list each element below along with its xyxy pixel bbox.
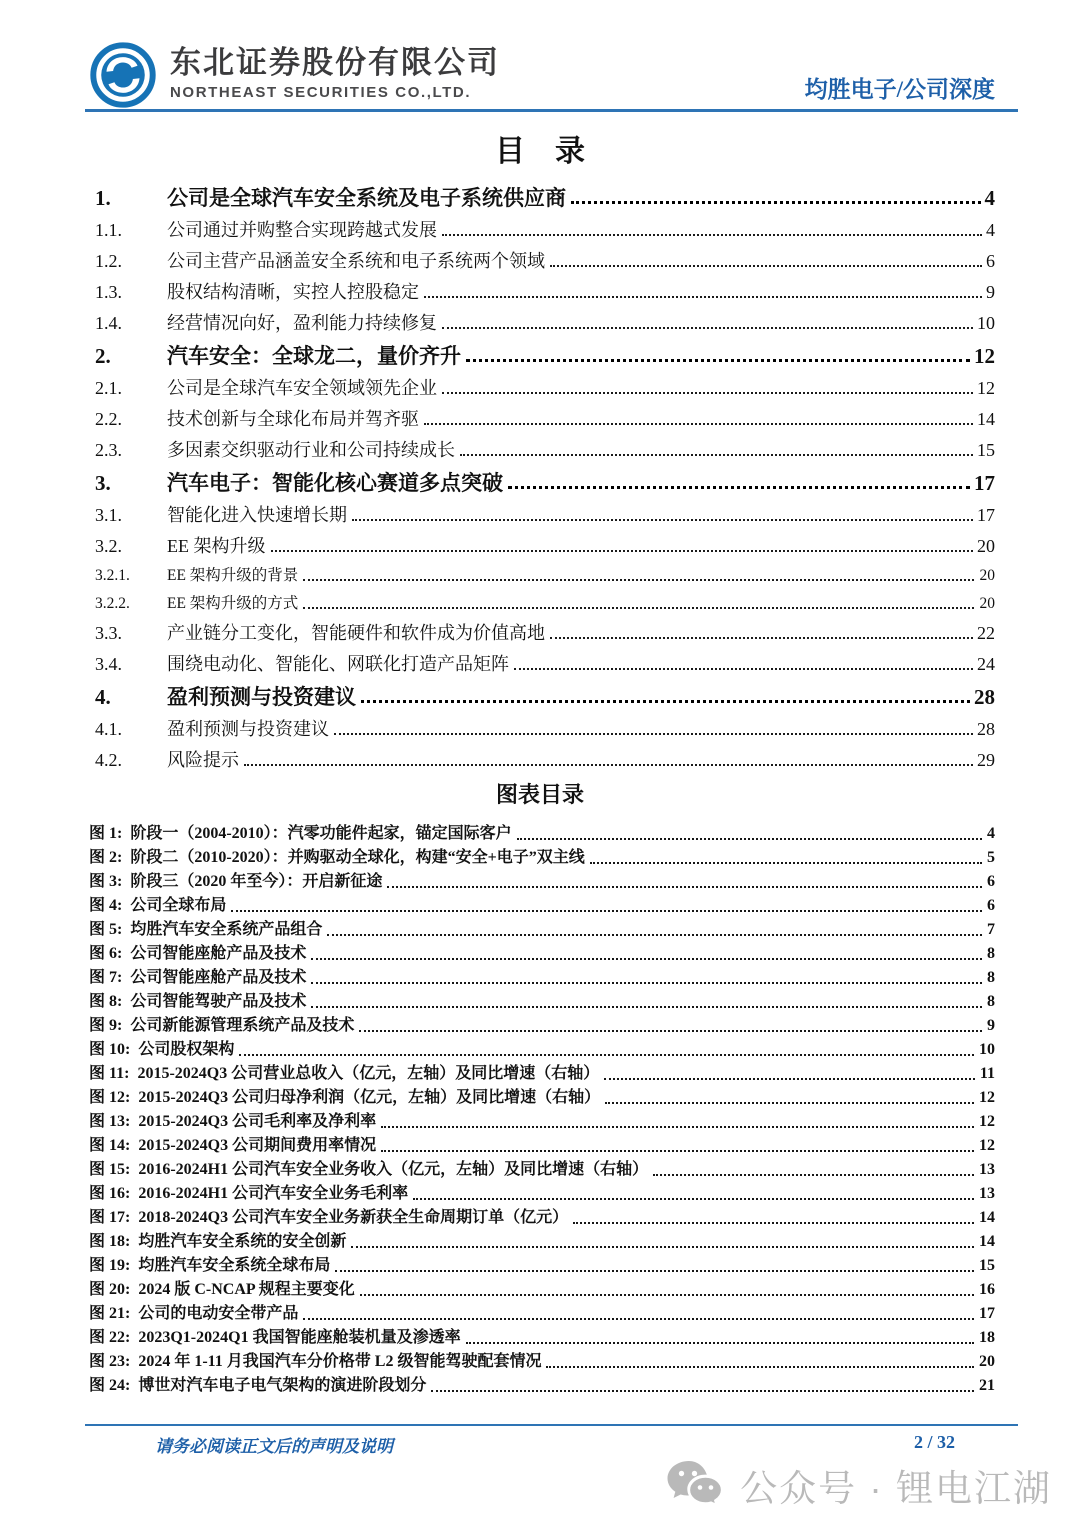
figure-entry-label: 图 7: xyxy=(89,969,123,986)
dot-leader xyxy=(550,265,982,267)
toc-entry-title: 风险提示 xyxy=(167,750,239,770)
figure-entry-page: 17 xyxy=(979,1305,995,1322)
figure-entry-title: 公司智能驾驶产品及技术 xyxy=(130,993,307,1010)
toc-entry-title: 股权结构清晰，实控人控股稳定 xyxy=(167,282,419,302)
page-header xyxy=(85,42,995,108)
table-of-contents xyxy=(85,130,995,772)
toc-entry-number: 1. xyxy=(95,186,111,210)
toc-entry[interactable] xyxy=(85,273,995,304)
figure-entry-title: 2015-2024Q3 公司归母净利润（亿元，左轴）及同比增速（右轴） xyxy=(138,1089,601,1106)
toc-entry-title: 公司是全球汽车安全领域领先企业 xyxy=(167,378,437,398)
dot-leader xyxy=(431,1390,974,1392)
toc-entry-page: 4 xyxy=(984,186,995,210)
figure-entry-title: 2024 年 1-11 月我国汽车分价格带 L2 级智能驾驶配套情况 xyxy=(138,1353,542,1370)
dot-leader xyxy=(360,1294,974,1296)
figure-toc-entry[interactable] xyxy=(85,1228,995,1252)
dot-leader xyxy=(508,486,970,489)
toc-entry[interactable] xyxy=(85,177,995,211)
toc-entry-number: 1.1. xyxy=(95,220,122,240)
figure-entry-title: 公司全球布局 xyxy=(130,897,227,914)
toc-entry[interactable] xyxy=(85,586,995,614)
figure-entry-label: 图 13: xyxy=(89,1113,131,1130)
toc-entry[interactable] xyxy=(85,645,995,676)
dot-leader xyxy=(327,934,982,936)
figure-entry-label: 图 3: xyxy=(89,873,123,890)
figure-entry-page: 21 xyxy=(979,1377,995,1394)
northeast-securities-logo-icon xyxy=(90,42,156,108)
toc-entry-number: 1.3. xyxy=(95,282,122,302)
figure-entry-label: 图 14: xyxy=(89,1137,131,1154)
toc-entry[interactable] xyxy=(85,369,995,400)
wechat-watermark xyxy=(666,1458,1052,1512)
wechat-icon xyxy=(666,1460,724,1510)
toc-entry[interactable] xyxy=(85,431,995,462)
toc-entry-number: 4.2. xyxy=(95,750,122,770)
figure-entry-title: 公司新能源管理系统产品及技术 xyxy=(130,1017,355,1034)
dot-leader xyxy=(573,1222,974,1224)
toc-entry-number: 2.3. xyxy=(95,440,122,460)
toc-entry-page: 6 xyxy=(986,251,995,271)
figure-toc-title: 图表目录 xyxy=(495,782,584,807)
figure-toc-entry[interactable] xyxy=(85,1108,995,1132)
dot-leader xyxy=(442,234,982,236)
dot-leader xyxy=(352,519,973,521)
toc-entry-title: 产业链分工变化，智能硬件和软件成为价值高地 xyxy=(167,623,545,643)
figure-toc-entry[interactable] xyxy=(85,1276,995,1300)
toc-entry-page: 20 xyxy=(977,536,995,556)
figure-entry-label: 图 10: xyxy=(89,1041,131,1058)
page-footer xyxy=(85,1432,995,1457)
figure-entry-page: 16 xyxy=(979,1281,995,1298)
figure-table-of-contents xyxy=(85,778,995,1396)
toc-entry-number: 2.2. xyxy=(95,409,122,429)
figure-entry-title: 阶段二（2010-2020）：并购驱动全球化，构建“安全+电子”双主线 xyxy=(130,849,585,866)
figure-toc-entry[interactable] xyxy=(85,964,995,988)
figure-toc-entry[interactable] xyxy=(85,1036,995,1060)
toc-entry-title: 公司是全球汽车安全系统及电子系统供应商 xyxy=(167,186,566,210)
toc-entry[interactable] xyxy=(85,558,995,586)
toc-title: 目 录 xyxy=(495,135,585,168)
toc-entry-page: 20 xyxy=(979,595,995,612)
figure-entry-title: 阶段三（2020 年至今）：开启新征途 xyxy=(130,873,383,890)
toc-entry-number: 3.2. xyxy=(95,536,122,556)
toc-entry[interactable] xyxy=(85,614,995,645)
figure-entry-page: 6 xyxy=(987,873,995,890)
figure-entry-title: 均胜汽车安全系统的安全创新 xyxy=(138,1233,347,1250)
dot-leader xyxy=(517,838,982,840)
toc-entry-page: 28 xyxy=(977,719,995,739)
toc-entry-page: 10 xyxy=(977,313,995,333)
footer-divider xyxy=(85,1424,1018,1426)
figure-entry-label: 图 4: xyxy=(89,897,123,914)
dot-leader xyxy=(413,1198,974,1200)
page-number-indicator: 2 / 32 xyxy=(913,1432,955,1452)
dot-leader xyxy=(311,982,982,984)
figure-entry-page: 14 xyxy=(979,1209,995,1226)
figure-toc-entry[interactable] xyxy=(85,1252,995,1276)
figure-toc-entry[interactable] xyxy=(85,1156,995,1180)
toc-entry-title: 围绕电动化、智能化、网联化打造产品矩阵 xyxy=(167,654,509,674)
dot-leader xyxy=(239,1054,974,1056)
figure-entry-page: 9 xyxy=(987,1017,995,1034)
figure-entry-page: 8 xyxy=(987,969,995,986)
figure-entry-page: 10 xyxy=(979,1041,995,1058)
figure-entry-page: 5 xyxy=(987,849,995,866)
dot-leader xyxy=(590,862,982,864)
toc-entry[interactable] xyxy=(85,676,995,710)
figure-toc-entry[interactable] xyxy=(85,1372,995,1396)
company-name-en: NORTHEAST SECURITIES CO.,LTD. xyxy=(170,84,472,101)
toc-entry[interactable] xyxy=(85,741,995,772)
figure-entry-label: 图 17: xyxy=(89,1209,131,1226)
watermark-text: 公众号 · 锂电江湖 xyxy=(740,1468,1052,1509)
toc-list xyxy=(85,177,995,772)
toc-entry-number: 3.2.1. xyxy=(95,567,130,584)
figure-toc-entry[interactable] xyxy=(85,940,995,964)
toc-entry[interactable] xyxy=(85,242,995,273)
toc-entry-page: 22 xyxy=(977,623,995,643)
figure-entry-page: 8 xyxy=(987,945,995,962)
dot-leader xyxy=(460,454,973,456)
dot-leader xyxy=(605,1102,974,1104)
toc-entry[interactable] xyxy=(85,400,995,431)
figure-entry-page: 12 xyxy=(979,1137,995,1154)
figure-entry-page: 18 xyxy=(979,1329,995,1346)
dot-leader xyxy=(381,1150,974,1152)
figure-entry-page: 15 xyxy=(979,1257,995,1274)
figure-toc-entry[interactable] xyxy=(85,1060,995,1084)
toc-entry-page: 24 xyxy=(977,654,995,674)
figure-entry-label: 图 5: xyxy=(89,921,123,938)
dot-leader xyxy=(351,1246,974,1248)
toc-entry-page: 12 xyxy=(974,344,995,368)
figure-entry-title: 阶段一（2004-2010）：汽零功能件起家，锚定国际客户 xyxy=(130,825,512,842)
dot-leader xyxy=(381,1126,974,1128)
dot-leader xyxy=(334,733,973,735)
figure-entry-label: 图 6: xyxy=(89,945,123,962)
figure-entry-label: 图 22: xyxy=(89,1329,131,1346)
figure-toc-entry[interactable] xyxy=(85,988,995,1012)
company-logo xyxy=(90,42,500,108)
dot-leader xyxy=(653,1174,974,1176)
toc-entry-page: 9 xyxy=(986,282,995,302)
dot-leader xyxy=(335,1270,974,1272)
toc-entry[interactable] xyxy=(85,496,995,527)
toc-entry-number: 2. xyxy=(95,344,111,368)
figure-entry-page: 12 xyxy=(979,1089,995,1106)
toc-entry-number: 3.3. xyxy=(95,623,122,643)
toc-entry[interactable] xyxy=(85,710,995,741)
figure-entry-title: 公司股权架构 xyxy=(138,1041,235,1058)
toc-entry-page: 15 xyxy=(977,440,995,460)
figure-entry-title: 2018-2024Q3 公司汽车安全业务新获全生命周期订单（亿元） xyxy=(138,1209,569,1226)
figure-toc-entry[interactable] xyxy=(85,868,995,892)
figure-toc-entry[interactable] xyxy=(85,844,995,868)
toc-entry-number: 3.1. xyxy=(95,505,122,525)
figure-entry-title: 2015-2024Q3 公司营业总收入（亿元，左轴）及同比增速（右轴） xyxy=(137,1065,600,1082)
figure-toc-entry[interactable] xyxy=(85,1348,995,1372)
figure-entry-label: 图 18: xyxy=(89,1233,131,1250)
figure-toc-entry[interactable] xyxy=(85,820,995,844)
header-divider xyxy=(85,109,1018,112)
dot-leader xyxy=(361,700,970,703)
figure-entry-label: 图 20: xyxy=(89,1281,131,1298)
toc-entry[interactable] xyxy=(85,462,995,496)
figure-toc-list xyxy=(85,820,995,1396)
footer-disclaimer: 请务必阅读正文后的声明及说明 xyxy=(155,1437,393,1456)
dot-leader xyxy=(571,201,981,204)
toc-entry[interactable] xyxy=(85,335,995,369)
figure-entry-title: 2015-2024Q3 公司毛利率及净利率 xyxy=(138,1113,377,1130)
toc-entry-page: 14 xyxy=(977,409,995,429)
dot-leader xyxy=(311,1006,982,1008)
dot-leader xyxy=(466,1342,974,1344)
toc-entry[interactable] xyxy=(85,211,995,242)
toc-entry-page: 12 xyxy=(977,378,995,398)
toc-entry-title: 汽车安全：全球龙二，量价齐升 xyxy=(167,344,461,368)
figure-entry-title: 公司智能座舱产品及技术 xyxy=(130,969,307,986)
figure-toc-entry[interactable] xyxy=(85,892,995,916)
figure-toc-entry[interactable] xyxy=(85,916,995,940)
figure-toc-entry[interactable] xyxy=(85,1204,995,1228)
toc-entry-number: 3. xyxy=(95,471,111,495)
figure-entry-title: 公司的电动安全带产品 xyxy=(138,1305,299,1322)
figure-entry-page: 11 xyxy=(979,1065,995,1082)
toc-entry-title: 汽车电子：智能化核心赛道多点突破 xyxy=(167,471,503,495)
toc-entry-title: 盈利预测与投资建议 xyxy=(167,685,356,709)
toc-entry-title: 盈利预测与投资建议 xyxy=(167,719,329,739)
figure-entry-label: 图 9: xyxy=(89,1017,123,1034)
company-name-cn: 东北证券股份有限公司 xyxy=(170,45,500,80)
toc-entry-page: 4 xyxy=(986,220,995,240)
figure-entry-label: 图 24: xyxy=(89,1377,131,1394)
dot-leader xyxy=(387,886,982,888)
figure-toc-entry[interactable] xyxy=(85,1180,995,1204)
figure-entry-title: 2024 版 C-NCAP 规程主要变化 xyxy=(138,1281,355,1298)
figure-entry-title: 2023Q1-2024Q1 我国智能座舱装机量及渗透率 xyxy=(138,1329,461,1346)
figure-entry-page: 12 xyxy=(979,1113,995,1130)
figure-entry-label: 图 21: xyxy=(89,1305,131,1322)
figure-entry-label: 图 1: xyxy=(89,825,123,842)
toc-entry-title: 多因素交织驱动行业和公司持续成长 xyxy=(167,440,455,460)
toc-entry-page: 17 xyxy=(974,471,995,495)
figure-entry-page: 4 xyxy=(987,825,995,842)
toc-entry-title: EE 架构升级的方式 xyxy=(167,595,299,612)
figure-entry-title: 均胜汽车安全系统产品组合 xyxy=(130,921,323,938)
toc-entry-title: EE 架构升级的背景 xyxy=(167,567,299,584)
toc-entry-title: 经营情况向好，盈利能力持续修复 xyxy=(167,313,437,333)
toc-entry-title: EE 架构升级 xyxy=(167,536,266,556)
dot-leader xyxy=(359,1030,982,1032)
toc-entry-number: 3.4. xyxy=(95,654,122,674)
dot-leader xyxy=(303,607,973,609)
dot-leader xyxy=(546,1366,974,1368)
figure-entry-label: 图 8: xyxy=(89,993,123,1010)
figure-entry-page: 13 xyxy=(979,1185,995,1202)
toc-entry-number: 1.4. xyxy=(95,313,122,333)
dot-leader xyxy=(424,423,973,425)
dot-leader xyxy=(303,579,973,581)
figure-entry-page: 13 xyxy=(979,1161,995,1178)
figure-entry-title: 公司智能座舱产品及技术 xyxy=(130,945,307,962)
company-name xyxy=(170,46,500,104)
figure-toc-entry[interactable] xyxy=(85,1300,995,1324)
figure-entry-label: 图 16: xyxy=(89,1185,131,1202)
toc-entry-page: 28 xyxy=(974,685,995,709)
toc-entry-title: 公司主营产品涵盖安全系统和电子系统两个领域 xyxy=(167,251,545,271)
toc-entry-number: 3.2.2. xyxy=(95,595,130,612)
toc-entry[interactable] xyxy=(85,527,995,558)
dot-leader xyxy=(604,1078,975,1080)
dot-leader xyxy=(466,359,970,362)
figure-toc-entry[interactable] xyxy=(85,1084,995,1108)
figure-entry-title: 2016-2024H1 公司汽车安全业务毛利率 xyxy=(138,1185,409,1202)
toc-entry[interactable] xyxy=(85,304,995,335)
toc-entry-title: 技术创新与全球化布局并驾齐驱 xyxy=(167,409,419,429)
toc-entry-page: 17 xyxy=(977,505,995,525)
dot-leader xyxy=(303,1318,974,1320)
figure-entry-label: 图 15: xyxy=(89,1161,131,1178)
figure-entry-title: 2016-2024H1 公司汽车安全业务收入（亿元，左轴）及同比增速（右轴） xyxy=(138,1161,649,1178)
toc-entry-number: 4.1. xyxy=(95,719,122,739)
dot-leader xyxy=(442,392,973,394)
figure-entry-label: 图 12: xyxy=(89,1089,131,1106)
figure-entry-page: 20 xyxy=(979,1353,995,1370)
toc-entry-number: 4. xyxy=(95,685,111,709)
figure-entry-page: 6 xyxy=(987,897,995,914)
report-category-label: 均胜电子/公司深度 xyxy=(804,77,995,102)
figure-entry-label: 图 19: xyxy=(89,1257,131,1274)
dot-leader xyxy=(442,327,973,329)
dot-leader xyxy=(514,668,973,670)
figure-entry-title: 博世对汽车电子电气架构的演进阶段划分 xyxy=(138,1377,427,1394)
toc-entry-page: 29 xyxy=(977,750,995,770)
figure-toc-entry[interactable] xyxy=(85,1324,995,1348)
dot-leader xyxy=(424,296,982,298)
figure-entry-page: 14 xyxy=(979,1233,995,1250)
figure-entry-page: 8 xyxy=(987,993,995,1010)
figure-entry-label: 图 2: xyxy=(89,849,123,866)
toc-entry-number: 1.2. xyxy=(95,251,122,271)
toc-entry-title: 智能化进入快速增长期 xyxy=(167,505,347,525)
figure-entry-page: 7 xyxy=(987,921,995,938)
figure-toc-entry[interactable] xyxy=(85,1012,995,1036)
figure-entry-label: 图 23: xyxy=(89,1353,131,1370)
toc-entry-page: 20 xyxy=(979,567,995,584)
dot-leader xyxy=(271,550,974,552)
figure-entry-label: 图 11: xyxy=(89,1065,130,1082)
toc-entry-number: 2.1. xyxy=(95,378,122,398)
figure-entry-title: 2015-2024Q3 公司期间费用率情况 xyxy=(138,1137,377,1154)
dot-leader xyxy=(244,764,973,766)
toc-entry-title: 公司通过并购整合实现跨越式发展 xyxy=(167,220,437,240)
figure-toc-entry[interactable] xyxy=(85,1132,995,1156)
dot-leader xyxy=(311,958,982,960)
dot-leader xyxy=(550,637,973,639)
figure-entry-title: 均胜汽车安全系统全球布局 xyxy=(138,1257,331,1274)
dot-leader xyxy=(231,910,982,912)
